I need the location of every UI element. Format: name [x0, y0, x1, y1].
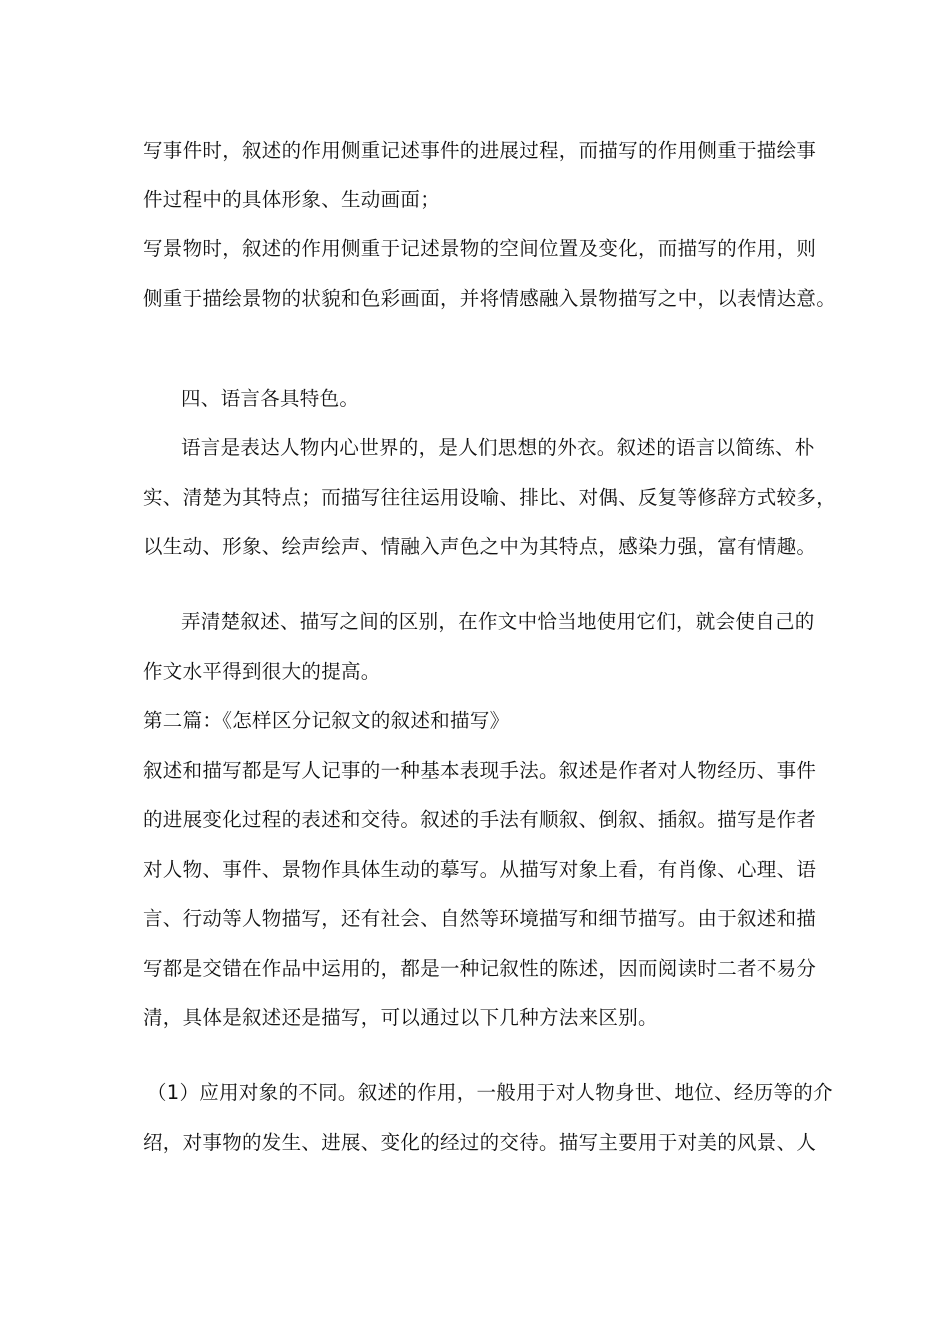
- paragraph-line: 对人物、事件、景物作具体生动的摹写。从描写对象上看，有肖像、心理、语: [143, 858, 817, 881]
- paragraph-line: 的进展变化过程的表述和交待。叙述的手法有顺叙、倒叙、插叙。描写是作者: [143, 808, 817, 831]
- paragraph-line: 写事件时，叙述的作用侧重记述事件的进展过程，而描写的作用侧重于描绘事: [143, 139, 817, 162]
- paragraph-line: 绍，对事物的发生、进展、变化的经过的交待。描写主要用于对美的风景、人: [143, 1131, 817, 1154]
- paragraph-line: 弄清楚叙述、描写之间的区别，在作文中恰当地使用它们，就会使自己的: [181, 610, 815, 633]
- paragraph-line: （1）应用对象的不同。叙述的作用，一般用于对人物身世、地位、经历等的介: [147, 1081, 833, 1104]
- paragraph-line: 写都是交错在作品中运用的，都是一种记叙性的陈述，因而阅读时二者不易分: [143, 957, 817, 980]
- section-heading: 四、语言各具特色。: [181, 387, 360, 410]
- paragraph-line: 言、行动等人物描写，还有社会、自然等环境描写和细节描写。由于叙述和描: [143, 907, 817, 930]
- paragraph-line: 实、清楚为其特点；而描写往往运用设喻、排比、对偶、反复等修辞方式较多，: [143, 486, 837, 509]
- paragraph-line: 语言是表达人物内心世界的，是人们思想的外衣。叙述的语言以简练、朴: [181, 436, 815, 459]
- chapter-title: 第二篇：《怎样区分记叙文的叙述和描写》: [143, 709, 510, 732]
- paragraph-line: 清，具体是叙述还是描写，可以通过以下几种方法来区别。: [143, 1006, 658, 1029]
- paragraph-line: 作文水平得到很大的提高。: [143, 660, 381, 683]
- paragraph-line: 侧重于描绘景物的状貌和色彩画面，并将情感融入景物描写之中，以表情达意。: [143, 287, 837, 310]
- paragraph-line: 叙述和描写都是写人记事的一种基本表现手法。叙述是作者对人物经历、事件: [143, 759, 817, 782]
- paragraph-line: 写景物时，叙述的作用侧重于记述景物的空间位置及变化，而描写的作用，则: [143, 237, 817, 260]
- paragraph-line: 件过程中的具体形象、生动画面；: [143, 188, 441, 211]
- paragraph-line: 以生动、形象、绘声绘声、情融入声色之中为其特点，感染力强，富有情趣。: [143, 535, 817, 558]
